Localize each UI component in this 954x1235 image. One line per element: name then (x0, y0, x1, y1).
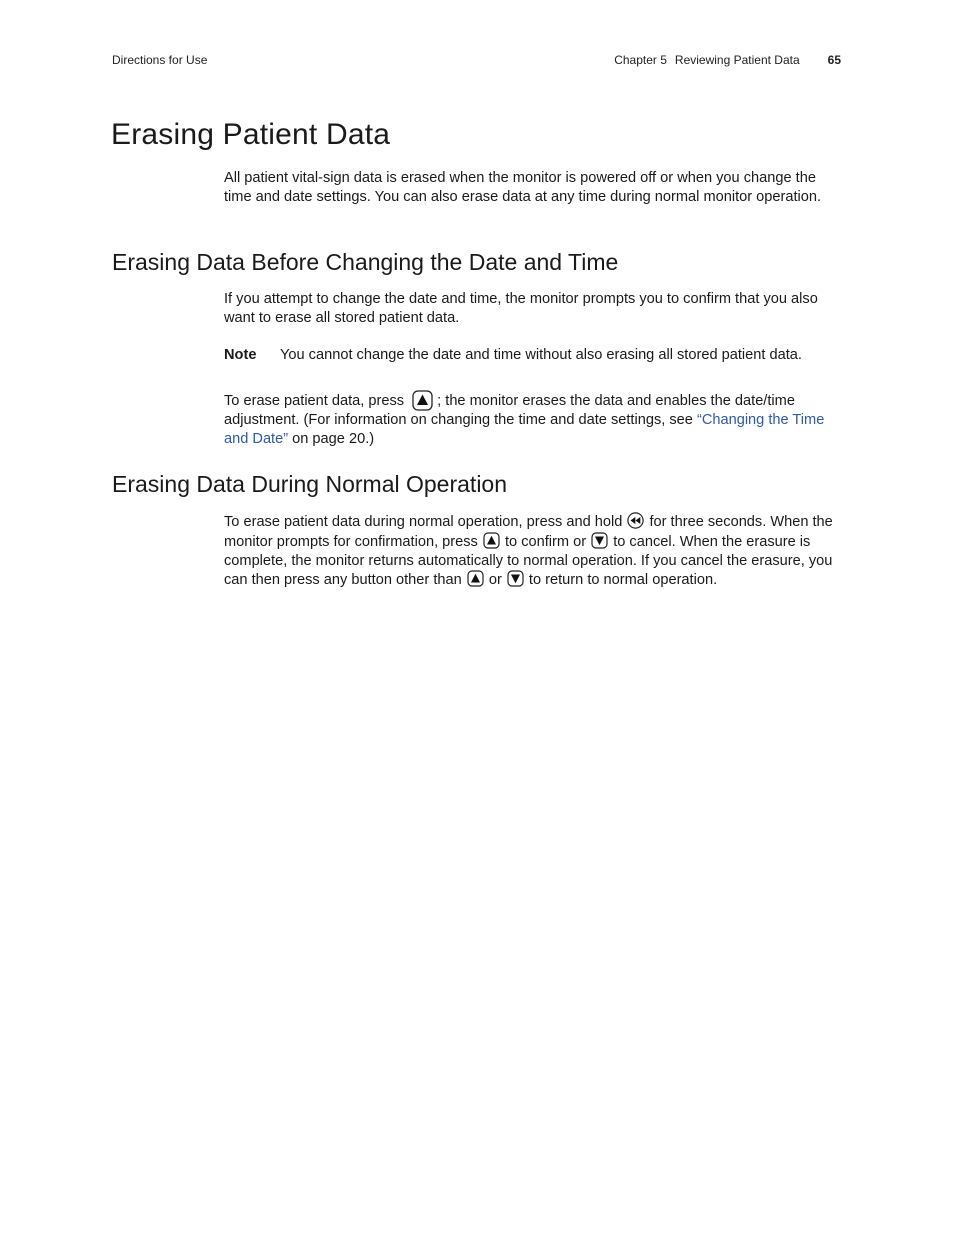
section1-erase-paragraph (224, 390, 844, 449)
up-arrow-button-icon (483, 532, 500, 549)
chapter-title: Reviewing Patient Data (674, 53, 800, 67)
up-arrow-button-icon (412, 390, 433, 411)
chapter-number: Chapter 5 (614, 53, 667, 67)
section2-paragraph (224, 512, 844, 590)
section-heading-date-time: Erasing Data Before Changing the Date and Time (112, 249, 619, 275)
text-run: or (484, 572, 506, 589)
text-run: on page 20.) (288, 430, 375, 447)
cross-reference-link[interactable]: “Changing the Time and Date” (224, 412, 825, 447)
text-run: to cancel. When the erasure is complete, the monitor returns automatically to normal operation. If you cancel the erasure, you can then press any button other than (224, 533, 833, 589)
section1-paragraph: If you attempt to change the date and time, the monitor prompts you to confirm that you also want to erase all stored patient data. (224, 291, 818, 326)
rewind-button-icon (627, 512, 644, 529)
text-run: To erase patient data during normal operation, press and hold (224, 514, 627, 530)
section-heading-normal-operation: Erasing Data During Normal Operation (112, 471, 508, 497)
down-arrow-button-icon (507, 570, 524, 587)
running-header-right (614, 53, 841, 67)
intro-paragraph: All patient vital-sign data is erased when the monitor is powered off or when you change the time and date settings. You can also erase data at any time during normal monitor operation. (224, 170, 822, 205)
text-run: ; the monitor erases the data and enables the date/time adjustment. (For information on changing the time and date settings, see (224, 393, 795, 428)
note-label: Note (224, 347, 257, 363)
text-run: to return to normal operation. (524, 572, 718, 589)
text-run: To erase patient data, press (224, 393, 409, 409)
text-run: for three seconds. When the monitor prompts for confirmation, press (224, 514, 833, 550)
note-block (224, 346, 864, 365)
running-header-left: Directions for Use (112, 53, 208, 67)
down-arrow-button-icon (591, 532, 608, 549)
page-title: Erasing Patient Data (111, 118, 391, 151)
chapter-label (614, 53, 799, 67)
page-number: 65 (827, 53, 841, 67)
up-arrow-button-icon (467, 570, 484, 587)
text-run: to confirm or (500, 533, 591, 550)
note-text: You cannot change the date and time without also erasing all stored patient data. (280, 347, 802, 363)
